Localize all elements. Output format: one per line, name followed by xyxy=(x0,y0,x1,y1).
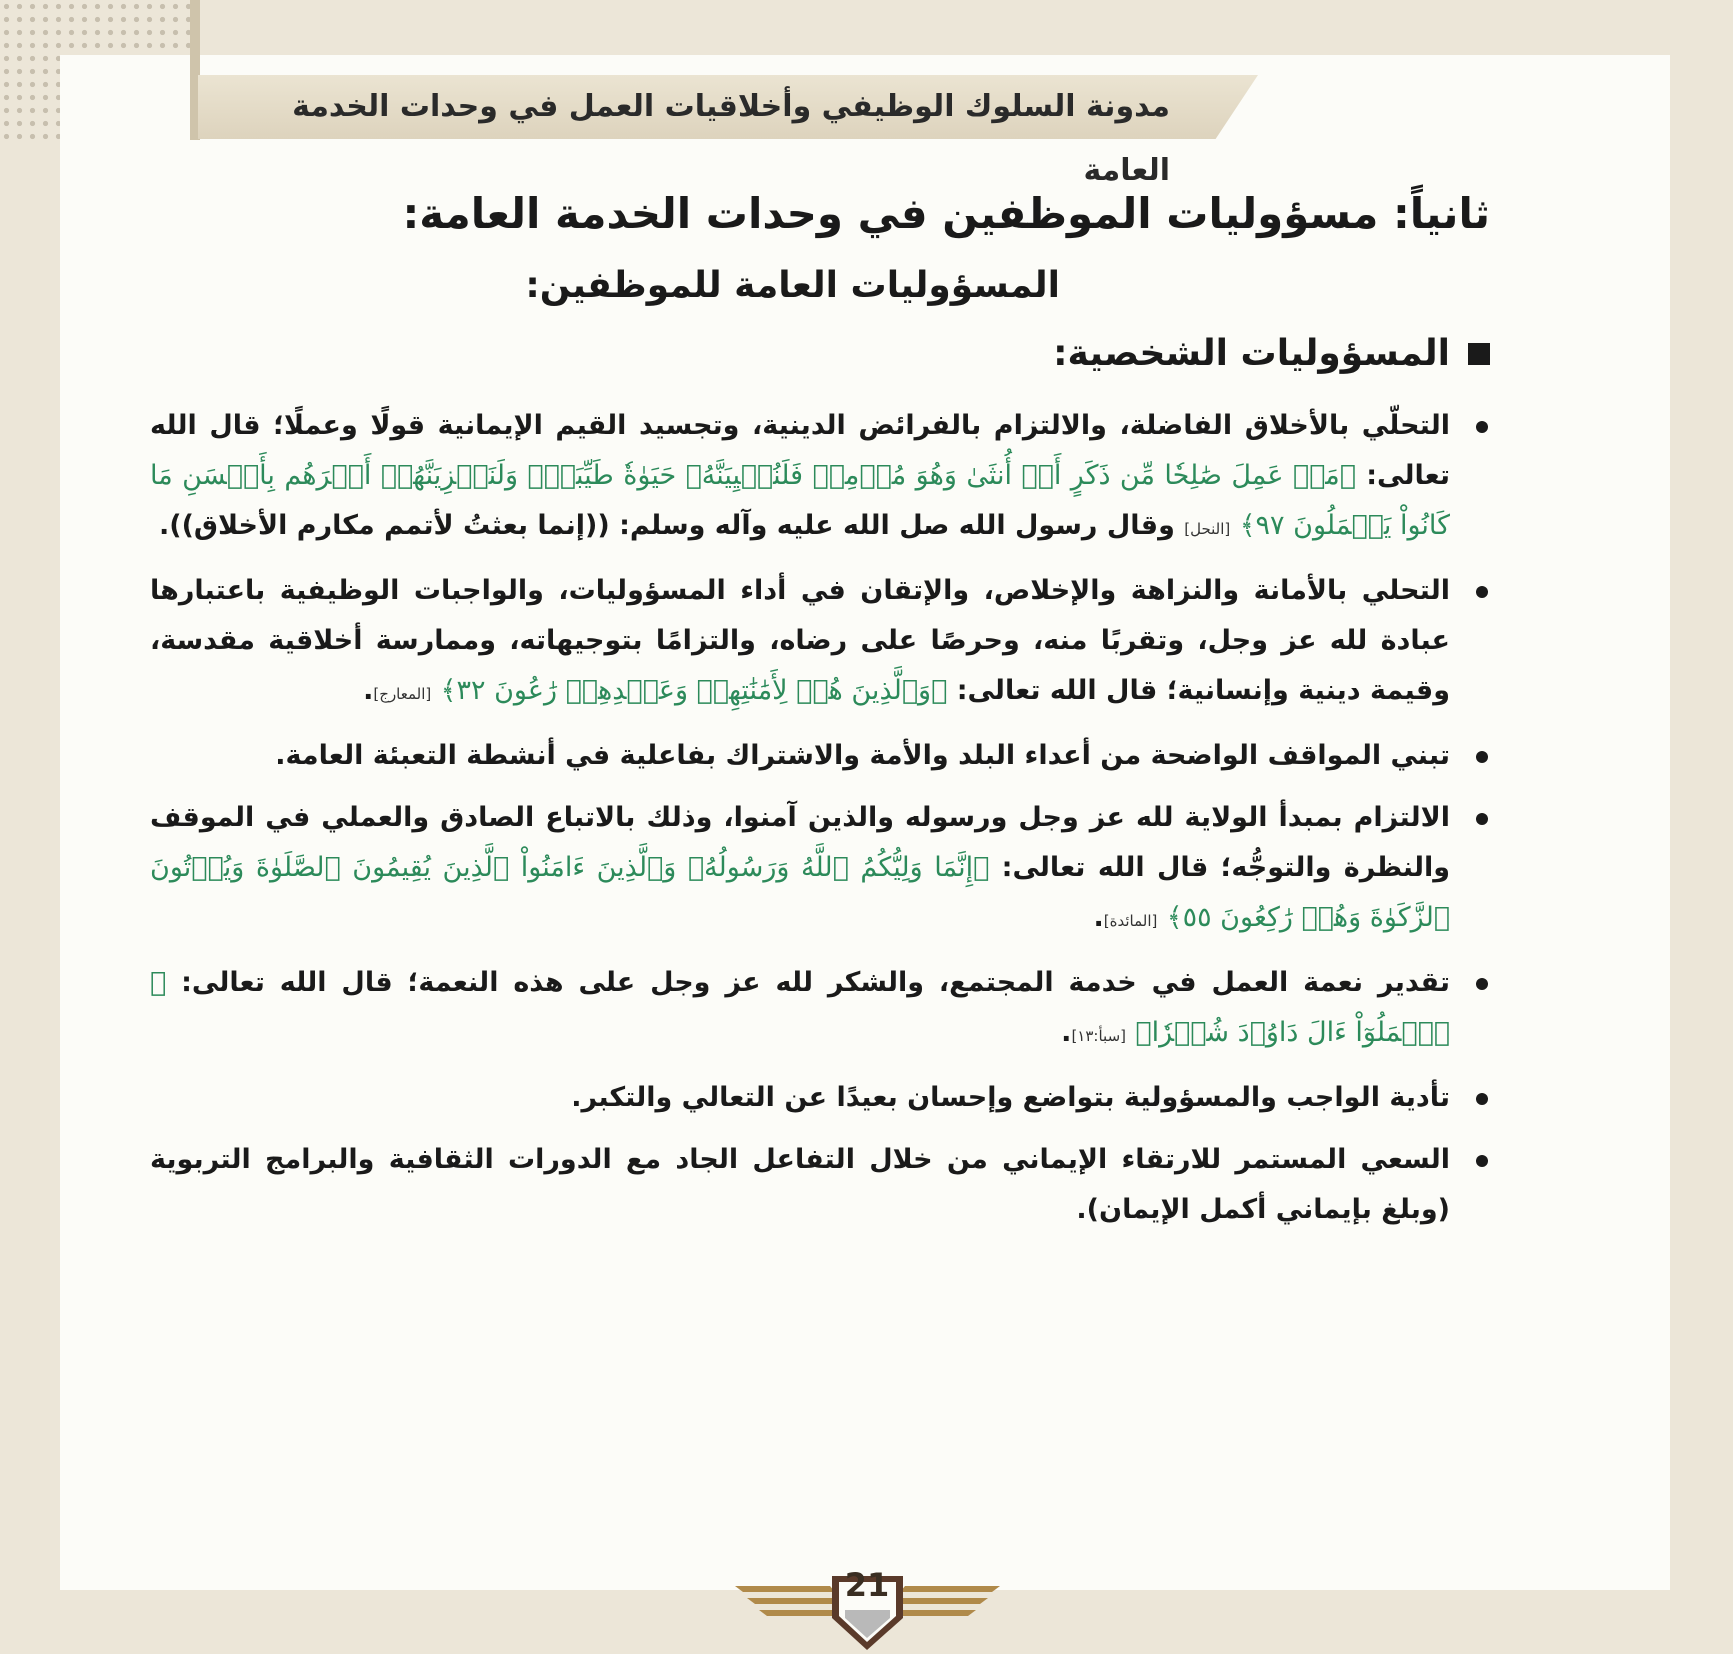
verse-reference: [سبأ:١٣] xyxy=(1071,1027,1126,1045)
list-item xyxy=(150,1073,1490,1123)
item-text: الالتزام بمبدأ الولاية لله عز وجل ورسوله والذين آمنوا، وذلك بالاتباع الصادق والعملي في الموقف والنظرة والتوجُّه؛ قال الله تعالى: xyxy=(150,802,1450,883)
responsibility-list xyxy=(150,401,1490,1235)
header-title: مدونة السلوك الوظيفي وأخلاقيات العمل في وحدات الخدمة العامة xyxy=(292,89,1170,188)
item-text: السعي المستمر للارتقاء الإيماني من خلال التفاعل الجاد مع الدورات الثقافية والبرامج التربوية (وبلغ بإيماني أكمل الإيمان). xyxy=(150,1144,1450,1225)
bullet-icon xyxy=(1476,421,1488,433)
subheading xyxy=(150,327,1490,381)
quran-verse: ﴿وَٱلَّذِينَ هُمۡ لِأَمَٰنَٰتِهِمۡ وَعَهۡدِهِمۡ رَٰعُونَ ٣٢﴾ xyxy=(440,675,948,706)
item-text-continued: . xyxy=(363,675,374,706)
item-text-continued: وقال رسول الله صل الله عليه وآله وسلم: ((إنما بعثتُ لأتمم مكارم الأخلاق)). xyxy=(158,510,1185,541)
bullet-icon xyxy=(1476,1093,1488,1105)
bullet-icon xyxy=(1476,813,1488,825)
quran-verse: ﴿إِنَّمَا وَلِيُّكُمُ ٱللَّهُ وَرَسُولُهُۥ وَٱلَّذِينَ ءَامَنُواْ ٱلَّذِينَ يُقِيمُونَ ٱلصَّلَوٰةَ وَيُؤۡتُونَ ٱلزَّكَوٰةَ وَهُمۡ رَٰكِعُونَ ٥٥﴾ xyxy=(150,852,1450,933)
list-item xyxy=(150,793,1490,946)
verse-reference: [المائدة] xyxy=(1103,912,1158,930)
item-text: التحلي بالأمانة والنزاهة والإخلاص، والإتقان في أداء المسؤوليات، والواجبات الوظيفية باعتبارها عبادة لله عز وجل، وتقربًا منه، وحرصًا على رضاه، والتزامًا بتوجيهاته، وممارسة أخلاقية مقدسة، وقيمة دينية وإنسانية؛ قال الله تعالى: xyxy=(150,575,1450,706)
item-text-continued: . xyxy=(1061,1017,1072,1048)
list-item xyxy=(150,401,1490,554)
verse-reference: [المعارج] xyxy=(373,685,432,703)
item-text: التحلّي بالأخلاق الفاضلة، والالتزام بالفرائض الدينية، وتجسيد القيم الإيمانية قولًا وعملًا؛ قال الله تعالى: xyxy=(150,410,1450,491)
item-text: تأدية الواجب والمسؤولية بتواضع وإحسان بعيدًا عن التعالي والتكبر. xyxy=(571,1082,1450,1113)
list-item xyxy=(150,1135,1490,1235)
quran-verse: ﴿ ٱعۡمَلُوٓاْ ءَالَ دَاوُۥدَ شُكۡرٗا﴾ xyxy=(150,967,1450,1048)
list-item xyxy=(150,731,1490,781)
section-title: ثانياً: مسؤوليات الموظفين في وحدات الخدمة العامة: xyxy=(402,189,1490,238)
item-text: تبني المواقف الواضحة من أعداء البلد والأمة والاشتراك بفاعلية في أنشطة التعبئة العامة. xyxy=(275,740,1450,771)
page-number: 21 xyxy=(844,1566,890,1604)
list-item xyxy=(150,566,1490,719)
item-text: تقدير نعمة العمل في خدمة المجتمع، والشكر لله عز وجل على هذه النعمة؛ قال الله تعالى: xyxy=(166,967,1450,998)
page-content xyxy=(150,185,1490,1247)
list-item xyxy=(150,958,1490,1061)
verse-reference: [النحل] xyxy=(1184,520,1231,538)
subheading-label: المسؤوليات الشخصية: xyxy=(1053,333,1450,374)
bullet-icon xyxy=(1476,751,1488,763)
bullet-icon xyxy=(1476,1155,1488,1167)
bullet-icon xyxy=(1476,586,1488,598)
section-subtitle: المسؤوليات العامة للموظفين: xyxy=(525,265,1060,306)
bullet-icon xyxy=(1476,978,1488,990)
quran-verse: ﴿مَنۡ عَمِلَ صَٰلِحٗا مِّن ذَكَرٍ أَوۡ أُنثَىٰ وَهُوَ مُؤۡمِنٞ فَلَنُحۡيِيَنَّهُۥ حَيَوٰةٗ طَيِّبَةٗۖ وَلَنَجۡزِيَنَّهُمۡ أَجۡرَهُم بِأَحۡسَنِ مَا كَانُواْ يَعۡمَلُونَ ٩٧﴾ xyxy=(150,460,1450,541)
square-bullet-icon xyxy=(1468,343,1490,365)
item-text-continued: . xyxy=(1093,902,1104,933)
